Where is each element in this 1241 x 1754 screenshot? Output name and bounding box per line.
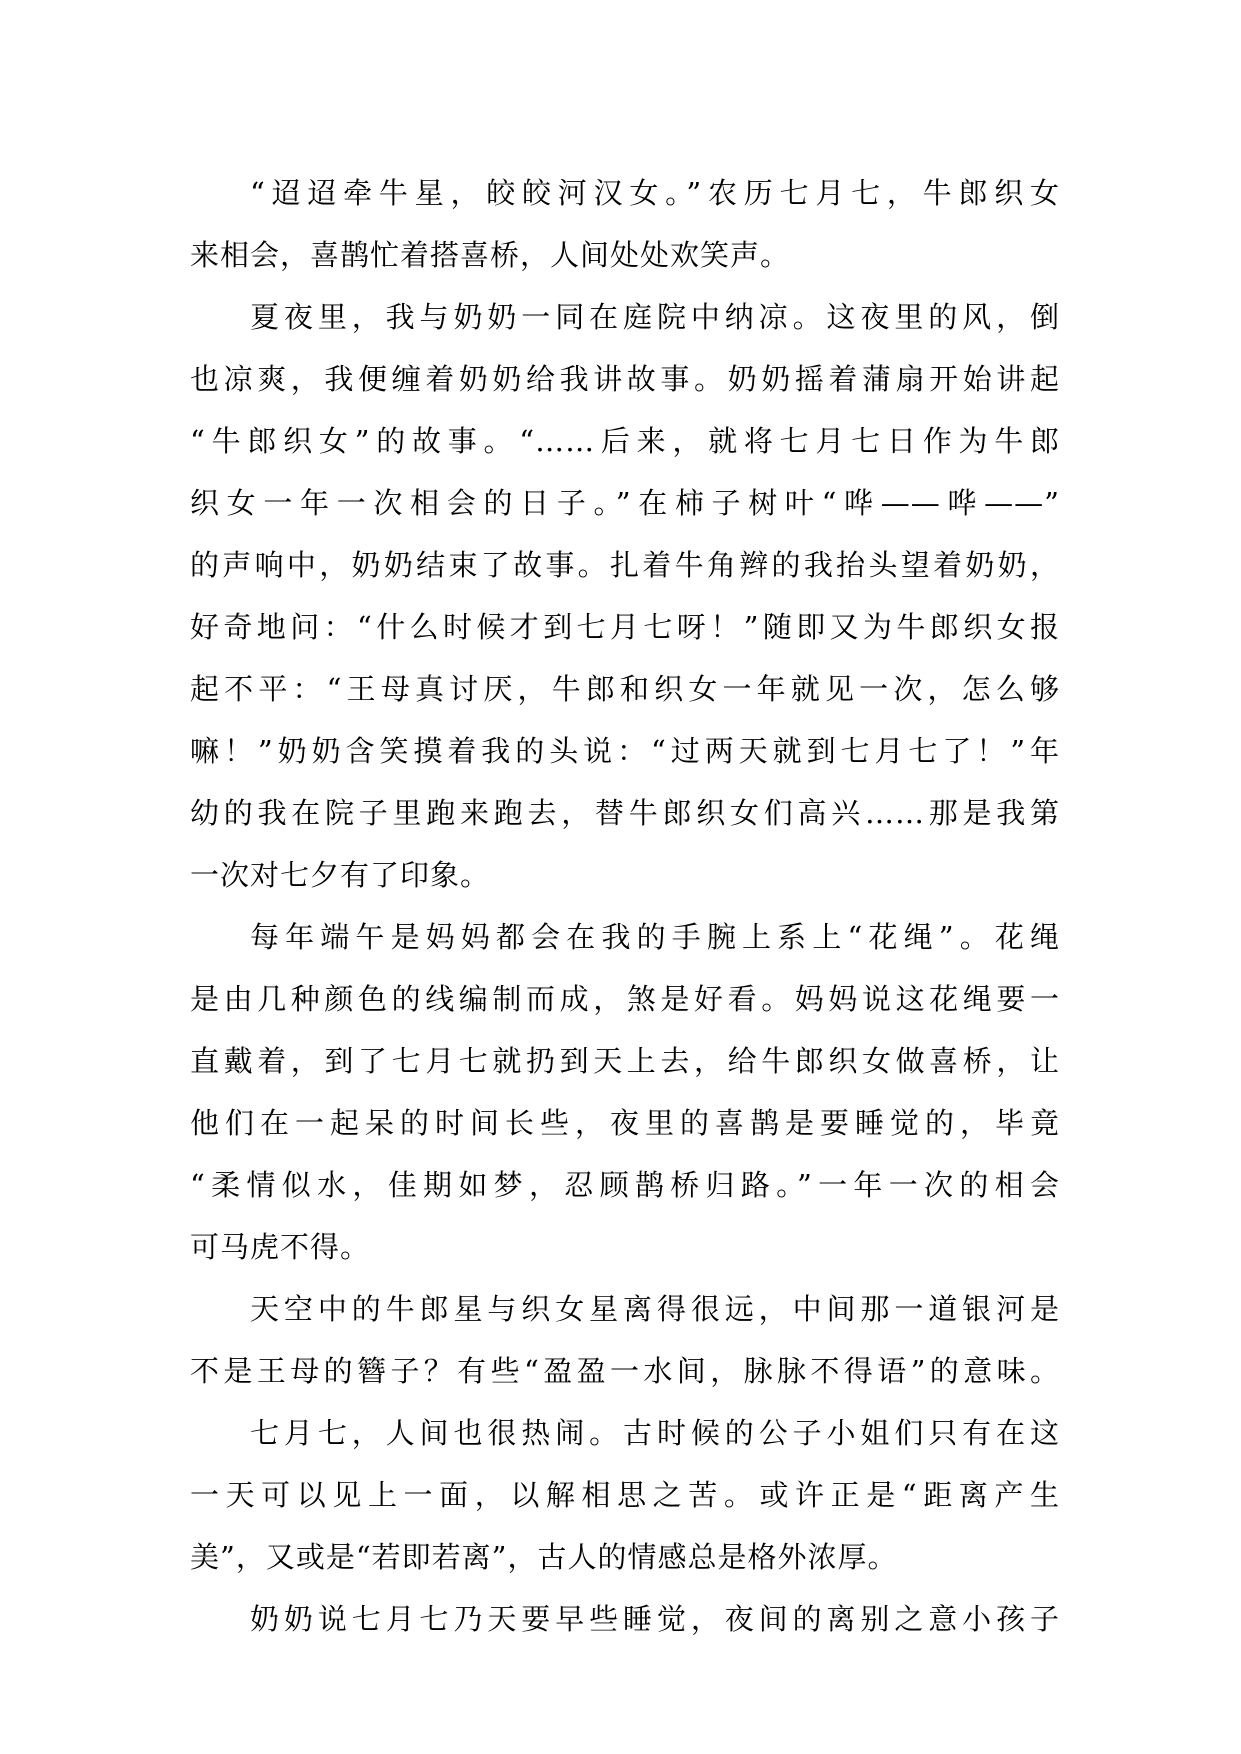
text-line: 不是王母的簪子？有些“盈盈一水间，脉脉不得语”的意味。: [190, 1354, 1060, 1388]
text-line: 可马虎不得。: [190, 1230, 371, 1264]
text-line: 直戴着，到了七月七就扔到天上去，给牛郎织女做喜桥，让: [190, 1044, 1060, 1078]
text-line: 一次对七夕有了印象。: [190, 858, 491, 892]
paragraph: [190, 906, 1060, 1278]
text-line: 幼的我在院子里跑来跑去，替牛郎织女们高兴……那是我第: [190, 796, 1060, 830]
text-line: “柔情似水，佳期如梦，忍顾鹊桥归路。”一年一次的相会: [190, 1168, 1060, 1202]
text-line: 是由几种颜色的线编制而成，煞是好看。妈妈说这花绳要一: [190, 982, 1060, 1016]
paragraph: [190, 286, 1060, 906]
text-line: 美”，又或是“若即若离”，古人的情感总是格外浓厚。: [190, 1540, 898, 1574]
essay-body: [190, 162, 1060, 1650]
text-line: “牛郎织女”的故事。“……后来，就将七月七日作为牛郎: [190, 424, 1060, 458]
text-line: 天空中的牛郎星与织女星离得很远，中间那一道银河是: [250, 1292, 1060, 1326]
text-line: 来相会，喜鹊忙着搭喜桥，人间处处欢笑声。: [190, 238, 791, 272]
text-line: 一天可以见上一面，以解相思之苦。或许正是“距离产生: [190, 1478, 1060, 1512]
text-line: 夏夜里，我与奶奶一同在庭院中纳凉。这夜里的风，倒: [250, 300, 1060, 334]
paragraph: [190, 1588, 1060, 1650]
text-line: 他们在一起呆的时间长些，夜里的喜鹊是要睡觉的，毕竟: [190, 1106, 1060, 1140]
text-line: “迢迢牵牛星，皎皎河汉女。”农历七月七，牛郎织女: [250, 176, 1060, 210]
text-line: 每年端午是妈妈都会在我的手腕上系上“花绳”。花绳: [250, 920, 1060, 954]
paragraph: [190, 1402, 1060, 1588]
text-line: 好奇地问：“什么时候才到七月七呀！”随即又为牛郎织女报: [190, 610, 1060, 644]
text-line: 七月七，人间也很热闹。古时候的公子小姐们只有在这: [250, 1416, 1060, 1450]
text-line: 织女一年一次相会的日子。”在柿子树叶“哗——哗——”: [190, 486, 1060, 520]
text-line: 也凉爽，我便缠着奶奶给我讲故事。奶奶摇着蒲扇开始讲起: [190, 362, 1060, 396]
text-line: 起不平：“王母真讨厌，牛郎和织女一年就见一次，怎么够: [190, 672, 1060, 706]
text-line: 的声响中，奶奶结束了故事。扎着牛角辫的我抬头望着奶奶，: [190, 548, 1060, 582]
text-line: 奶奶说七月七乃天要早些睡觉，夜间的离别之意小孩子: [250, 1602, 1060, 1636]
paragraph: [190, 162, 1060, 286]
text-line: 嘛！”奶奶含笑摸着我的头说：“过两天就到七月七了！”年: [190, 734, 1060, 768]
paragraph: [190, 1278, 1060, 1402]
